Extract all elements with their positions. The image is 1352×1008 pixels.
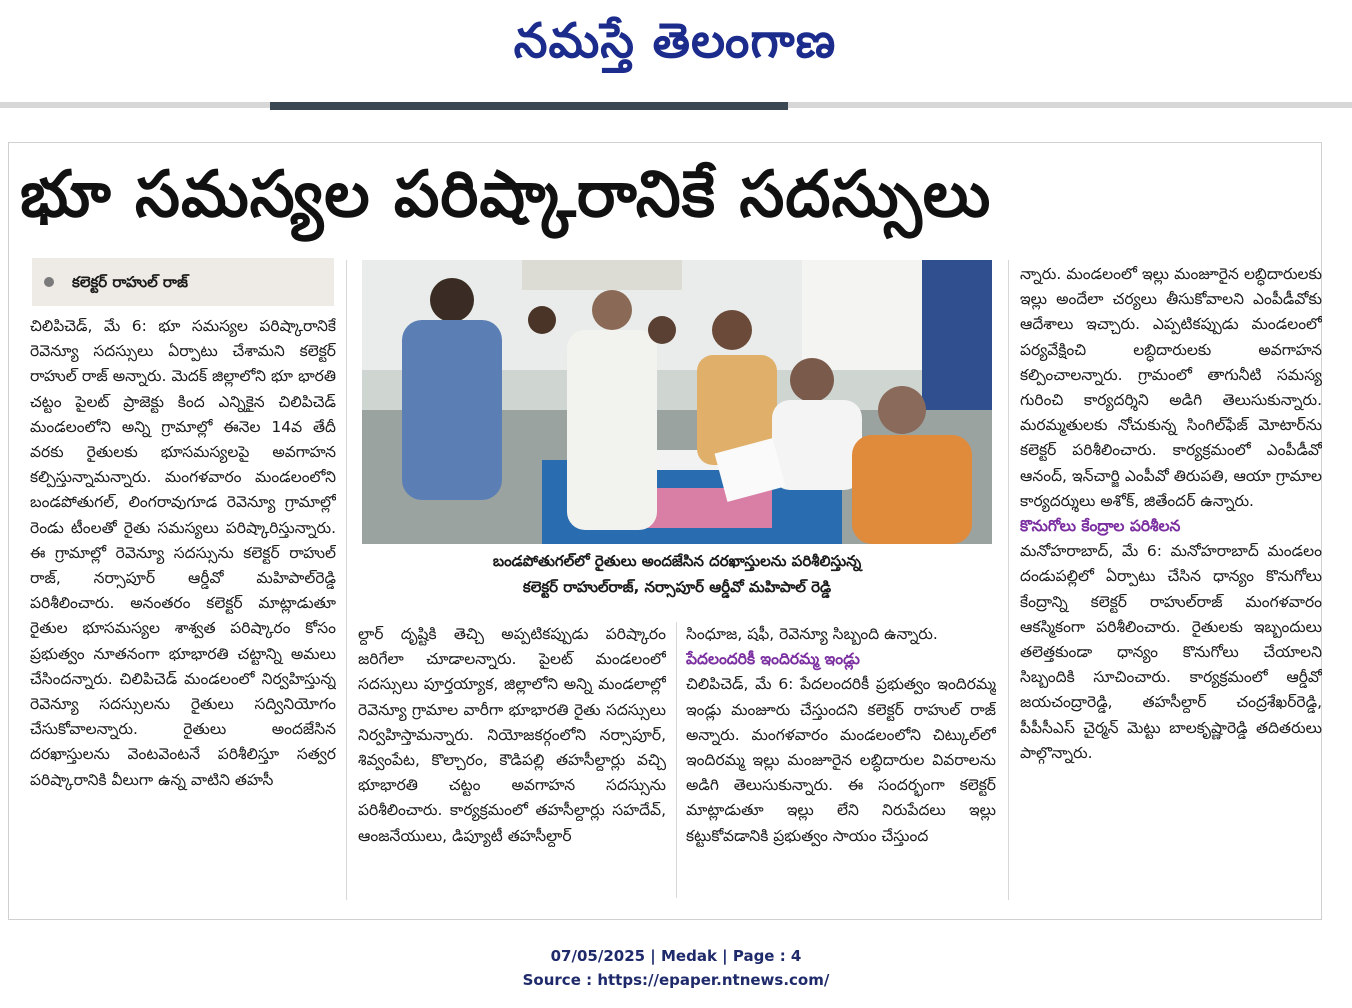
photo-illustration	[362, 260, 992, 544]
column-3-subhead: పేదలందరికీ ఇందిరమ్మ ఇండ్లు	[686, 650, 860, 669]
footer-source: Source : https://epaper.ntnews.com/	[522, 971, 830, 989]
footer-date-edition: 07/05/2025 | Medak | Page : 4	[550, 947, 802, 965]
article-column-4	[1020, 262, 1322, 898]
article-column-2	[358, 622, 666, 894]
news-photo	[362, 260, 992, 544]
column-4-lead: న్నారు. మండలంలో ఇల్లు మంజూరైన లబ్ధిదారులకు ఇల్లు అందేలా చర్యలు తీసుకోవాలని ఎంపీడీవోకు ఆదేశాలు ఇచ్చారు. ఎప్పటికప్పుడు మండలంలో పర్యవేక్షించి లబ్ధిదారులకు అవగాహన కల్పించాలన్నారు. గ్రామంలో తాగునీటి సమస్య గురించి కార్యదర్శిని అడిగి తెలుసుకున్నారు. మరమ్మతులకు నోచుకున్న సింగిల్‌ఫేజ్ మోటార్‌ను కలెక్టర్ పరిశీలించారు. కార్యక్రమంలో ఎంపీడీవో ఆనంద్, ఇన్‌చార్జి ఎంపీవో తిరుపతి, ఆయా గ్రామాల కార్యదర్శులు అశోక్, జితేందర్ ఉన్నారు.	[1020, 265, 1322, 510]
column-2-text: ల్దార్ దృష్టికి తెచ్చి అప్పటికప్పుడు పరిష్కారం జరిగేలా చూడాలన్నారు. పైలట్ మండలంలో సదస్సులు పూర్తయ్యాక, జిల్లాలోని అన్ని మండలాల్లో రెవెన్యూ గ్రామాల వారీగా భూభారతి రైతు సదస్సులు నిర్వహిస్తామన్నారు. నియోజకర్గంలోని నర్సాపూర్, శివ్వంపేట, కొల్చారం, కౌడిపల్లి తహసీల్దార్లు వచ్చి భూభారతి చట్టం అవగాహన సదస్సును పరిశీలించారు. కార్యక్రమంలో తహసీల్దార్లు సహదేవ్, ఆంజనేయులు, డిప్యూటీ తహసీల్దార్	[358, 625, 666, 845]
column-divider	[1008, 260, 1009, 900]
column-3-lead: సింధూజ, షఫీ, రెవెన్యూ సిబ్బంది ఉన్నారు.	[686, 625, 938, 643]
column-4-subhead: కొనుగోలు కేంద్రాల పరిశీలన	[1020, 517, 1181, 536]
masthead	[0, 0, 1352, 100]
column-divider	[676, 622, 677, 898]
newspaper-logo: నమస్తే తెలంగాణ	[513, 13, 837, 69]
column-divider	[346, 260, 347, 900]
article-column-1	[30, 314, 336, 894]
bullet-icon	[44, 277, 54, 287]
page-footer	[0, 944, 1352, 1000]
byline-box	[32, 258, 334, 306]
caption-line-1: బండపోతుగల్‌లో రైతులు అందజేసిన దరఖాస్తులను పరిశీలిస్తున్న	[492, 552, 862, 570]
masthead-accent-rule	[270, 102, 788, 110]
photo-caption	[362, 548, 992, 606]
article-headline: భూ సమస్యల పరిష్కారానికే సదస్సులు	[20, 158, 992, 232]
caption-line-2: కలెక్టర్ రాహుల్‌రాజ్, నర్సాపూర్ ఆర్డీవో మహిపాల్ రెడ్డి	[522, 578, 832, 596]
column-4-body: మనోహరాబాద్, మే 6: మనోహరాబాద్ మండలం దండుపల్లిలో ఏర్పాటు చేసిన ధాన్యం కొనుగోలు కేంద్రాన్ని కలెక్టర్ రాహుల్‌రాజ్ మంగళవారం ఆకస్మికంగా పరిశీలించారు. రైతులకు ఇబ్బందులు తలెత్తకుండా ధాన్యం కొనుగోలు చేయాలని సిబ్బందికి సూచించారు. కార్యక్రమంలో ఆర్డీవో జయచంద్రారెడ్డి, తహసీల్దార్ చంద్రశేఖర్‌రెడ్డి, పీపీసీఎస్ చైర్మన్ మెట్టు బాలకృష్ణారెడ్డి తదితరులు పాల్గొన్నారు.	[1020, 542, 1322, 762]
article-column-3	[686, 622, 996, 894]
column-3-body: చిలిపిచెడ్, మే 6: పేదలందరికీ ప్రభుత్వం ఇందిరమ్మ ఇండ్లు మంజూరు చేస్తుందని కలెక్టర్ రాహుల్ రాజ్ అన్నారు. మంగళవారం మండలంలోని చిట్కుల్‌లో ఇందిరమ్మ ఇల్లు మంజూరైన లబ్ధిదారుల వివరాలను అడిగి తెలుసుకున్నారు. ఈ సందర్భంగా కలెక్టర్ మాట్లాడుతూ ఇల్లు లేని నిరుపేదలు ఇల్లు కట్టుకోవడానికి ప్రభుత్వం సాయం చేస్తుంద	[686, 675, 996, 845]
column-1-text: చిలిపిచెడ్, మే 6: భూ సమస్యల పరిష్కారానికే రెవెన్యూ సదస్సులు ఏర్పాటు చేశామని కలెక్టర్ రాహుల్ రాజ్ అన్నారు. మెదక్ జిల్లాలోని భూ భారతి చట్టం పైలట్ ప్రాజెక్టు కింద ఎన్నికైన చిలిపిచెడ్ మండలంలోని అన్ని గ్రామాల్లో ఈనెల 14వ తేదీ వరకు రైతులకు భూసమస్యలపై అవగాహన కల్పిస్తున్నామన్నారు. మంగళవారం మండలంలోని బండపోతుగల్, లింగరావుగూడ రెవెన్యూ గ్రామాల్లో రెండు టీంలతో రైతు సమస్యలు పరిష్కారిస్తున్నారు. ఈ గ్రామాల్లో రెవెన్యూ సదస్సును కలెక్టర్ రాహుల్ రాజ్, నర్సాపూర్ ఆర్డీవో మహిపాల్‌రెడ్డి పరిశీలించారు. అనంతరం కలెక్టర్ మాట్లాడుతూ రైతుల భూసమస్యల శాశ్వత పరిష్కారం కోసం ప్రభుత్వం నూతనంగా భూభారతి చట్టాన్ని అమలు చేసిందన్నారు. చిలిపిచెడ్ మండలంలో నిర్వహిస్తున్న రెవెన్యూ సదస్సులను రైతులు సద్వినియోగం చేసుకోవాలన్నారు. రైతులు అందజేసిన దరఖాస్తులను వెంటవెంటనే పరిశీలిస్తూ సత్వర పరిష్కారానికి వీలుగా ఉన్న వాటిని తహసీ	[30, 317, 336, 789]
byline-text: కలెక్టర్ రాహుల్ రాజ్	[72, 273, 188, 291]
